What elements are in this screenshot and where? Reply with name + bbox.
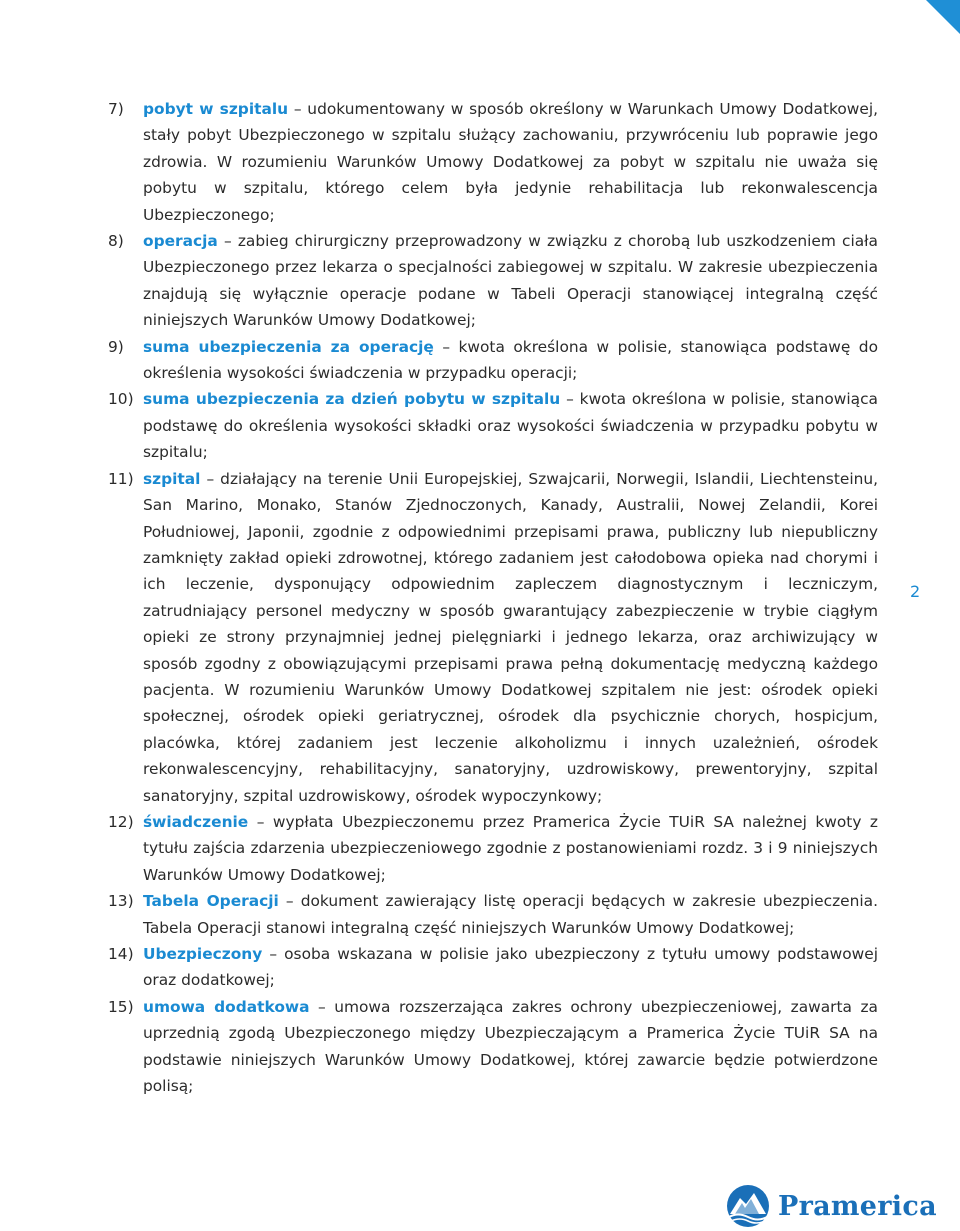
definition-item [108, 334, 878, 387]
item-body [143, 888, 878, 941]
corner-accent [926, 0, 960, 34]
item-number: 14) [108, 945, 134, 963]
item-number: 9) [108, 337, 124, 356]
logo-wordmark: Pramerica [778, 1190, 937, 1222]
definition-item [108, 228, 878, 334]
item-number: 15) [108, 997, 134, 1016]
item-text: – osoba wskazana w polisie jako ubezpieczony z tytułu umowy podstawowej oraz dodatkowej; [143, 945, 878, 990]
definition-item [108, 96, 878, 228]
item-text: – kwota określona w polisie, stanowiąca podstawę do określenia wysokości świadczenia w przypadku operacji; [143, 337, 878, 383]
item-number: 11) [108, 469, 134, 488]
item-term: świadczenie [143, 812, 249, 831]
item-term: szpital [143, 469, 201, 488]
rock-icon [726, 1184, 770, 1228]
item-body [143, 466, 878, 809]
item-text: – działający na terenie Unii Europejskiej, Szwajcarii, Norwegii, Islandii, Liechtensteinu, San Marino, Monako, Stanów Zjednoczonych, Kanady, Australii, Nowej Zelandii, Korei Południowej, Japonii, zgodnie z odpowiednimi przepisami prawa, publiczny lub niepubliczny zamknięty zakład opieki zdrowotnej, którego zadaniem jest całodobowa opieka nad chorymi i ich leczenie, dysponujący odpowiednim zapleczem diagnostycznym i leczniczym, zatrudniający personel medyczny w sposób gwarantujący zabezpieczenie w trybie ciągłym opieki ze strony przynajmniej jednej pielęgniarki i jednego lekarza, oraz archiwizujący w sposób zgodny z obowiązującymi przepisami prawa pełną dokumentację medyczną każdego pacjenta. W rozumieniu Warunków Umowy Dodatkowej szpitalem nie jest: ośrodek opieki społecznej, ośrodek opieki geriatrycznej, ośrodek dla psychicznie chorych, hospicjum, placówka, której zadaniem jest leczenie alkoholizmu i innych uzależnień, ośrodek rekonwalescencyjny, rehabilitacyjny, sanatoryjny, uzdrowiskowy, prewentoryjny, szpital sanatoryjny, szpital uzdrowiskowy, ośrodek wypoczynkowy; [143, 469, 878, 805]
item-text: – dokument zawierający listę operacji będących w zakresie ubezpieczenia. Tabela Operacji stanowi integralną część niniejszych Warunków Umowy Dodatkowej; [143, 892, 879, 937]
item-number: 13) [108, 892, 134, 911]
item-number: 8) [108, 232, 124, 251]
item-term: umowa dodatkowa [143, 997, 310, 1016]
item-number: 12) [108, 812, 134, 831]
definition-item [108, 386, 878, 465]
definitions-list [108, 96, 878, 1099]
item-term: Tabela Operacji [143, 892, 279, 911]
item-term: pobyt w szpitalu [143, 100, 289, 118]
page-number: 2 [910, 582, 921, 601]
item-body [143, 96, 878, 228]
item-body [143, 386, 878, 465]
item-body [143, 334, 878, 387]
definition-item [108, 941, 878, 994]
item-number: 10) [108, 390, 134, 409]
item-body [143, 941, 878, 994]
definition-item [108, 994, 878, 1100]
item-term: suma ubezpieczenia za operację [143, 337, 434, 356]
item-body [143, 809, 878, 888]
definition-item [108, 466, 878, 809]
item-text: – kwota określona w polisie, stanowiąca podstawę do określenia wysokości składki oraz wysokości świadczenia w przypadku pobytu w szpitalu; [143, 390, 878, 462]
item-text: – zabieg chirurgiczny przeprowadzony w związku z chorobą lub uszkodzeniem ciała Ubezpieczonego przez lekarza o specjalności zabiegowej w szpitalu. W zakresie ubezpieczenia znajdują się wyłącznie operacje podane w Tabeli Operacji stanowiącej integralną część niniejszych Warunków Umowy Dodatkowej; [143, 232, 878, 330]
definition-item [108, 809, 878, 888]
item-term: operacja [143, 232, 218, 251]
item-number: 7) [108, 100, 124, 118]
definition-item [108, 888, 878, 941]
item-term: suma ubezpieczenia za dzień pobytu w szpitalu [143, 390, 561, 409]
item-body [143, 228, 878, 334]
pramerica-logo [726, 1184, 936, 1228]
item-text: – udokumentowany w sposób określony w Warunkach Umowy Dodatkowej, stały pobyt Ubezpieczonego w szpitalu służący zachowaniu, przywróceniu lub poprawie jego zdrowia. W rozumieniu Warunków Umowy Dodatkowej za pobyt w szpitalu nie uważa się pobytu w szpitalu, którego celem była jedynie rehabilitacja lub rekonwalescencja Ubezpieczonego; [143, 100, 878, 224]
item-body [143, 994, 878, 1100]
item-term: Ubezpieczony [143, 945, 263, 963]
item-text: – umowa rozszerzająca zakres ochrony ubezpieczeniowej, zawarta za uprzednią zgodą Ubezpieczonego między Ubezpieczającym a Pramerica Życie TUiR SA na podstawie niniejszych Warunków Umowy Dodatkowej, której zawarcie będzie potwierdzone polisą; [143, 997, 878, 1096]
item-text: – wypłata Ubezpieczonemu przez Pramerica Życie TUiR SA należnej kwoty z tytułu zajścia zdarzenia ubezpieczeniowego zgodnie z postanowieniami rozdz. 3 i 9 niniejszych Warunków Umowy Dodatkowej; [143, 812, 878, 884]
